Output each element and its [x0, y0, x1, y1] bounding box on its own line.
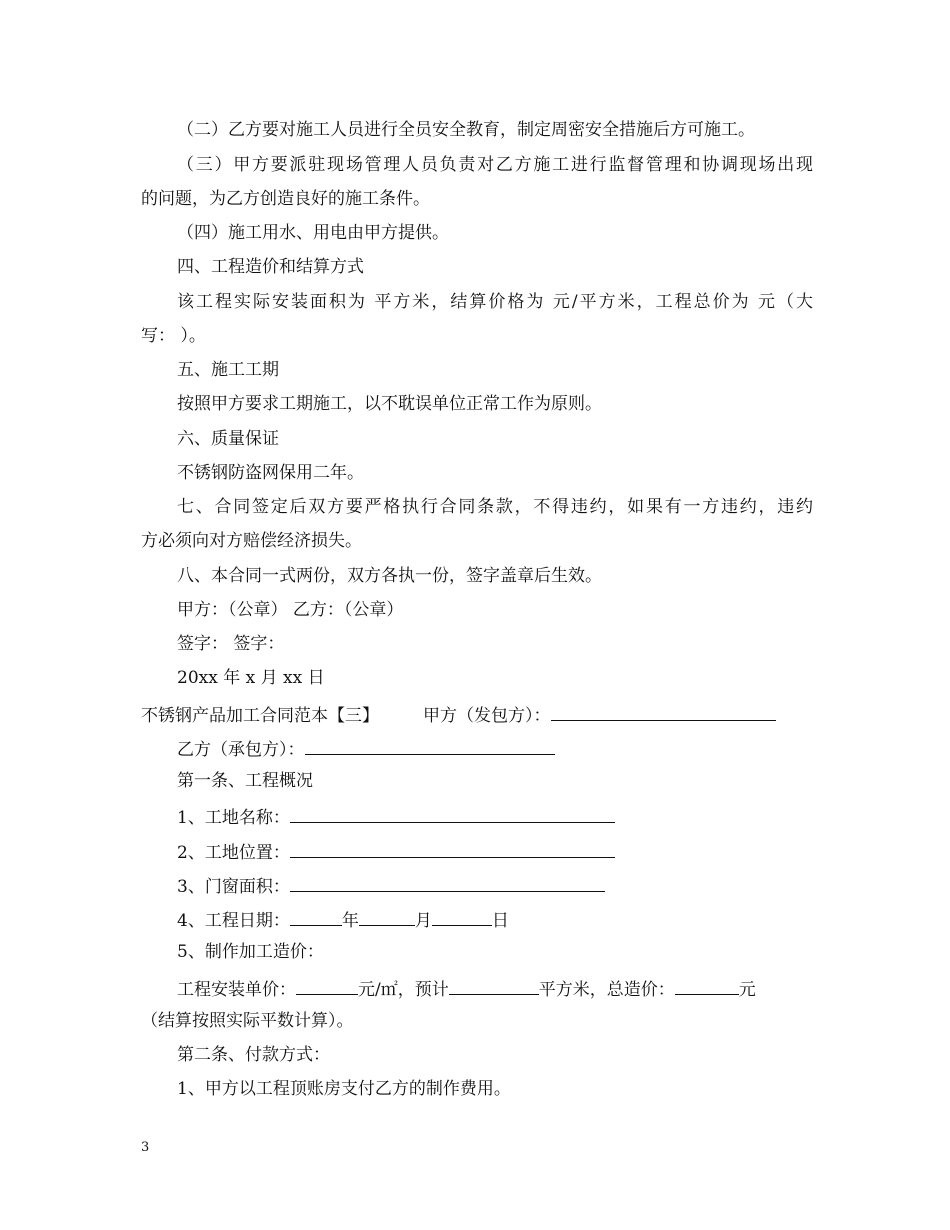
yuan-label: 元 [738, 980, 756, 1000]
day-label: 日 [491, 911, 509, 931]
month-label: 月 [414, 911, 432, 931]
area-blank[interactable] [449, 977, 539, 995]
paragraph-safety-education: （二）乙方要对施工人员进行全员安全教育，制定周密安全措施后方可施工。 [177, 120, 755, 140]
paragraph-schedule: 按照甲方要求工期施工，以不耽误单位正常工作为原则。 [177, 394, 602, 414]
site-location-label: 2、工地位置： [177, 843, 290, 863]
unit-price-line [177, 977, 813, 1000]
section3-header [141, 703, 813, 726]
party-b-line [177, 737, 813, 760]
unit-price-blank[interactable] [296, 977, 358, 995]
site-location-line [177, 840, 813, 863]
heading-schedule: 五、施工工期 [177, 360, 279, 380]
party-b-blank[interactable] [305, 737, 555, 755]
party-b-label: 乙方（承包方）： [177, 740, 305, 760]
unit-estimate-label: 元/㎡，预计 [358, 980, 449, 1000]
month-blank[interactable] [359, 908, 415, 926]
date-line: 20xx 年 x 月 xx 日 [177, 668, 325, 688]
paragraph-area-price-1: 该工程实际安装面积为 平方米，结算价格为 元/平方米，工程总价为 元（大 [177, 292, 813, 312]
year-label: 年 [341, 911, 359, 931]
site-name-line [177, 805, 813, 828]
paragraph-supervision-1: （三）甲方要派驻现场管理人员负责对乙方施工进行监督管理和协调现场出现 [177, 155, 813, 175]
site-name-label: 1、工地名称： [177, 808, 290, 828]
paragraph-warranty: 不锈钢防盗网保用二年。 [177, 463, 364, 483]
paragraph-breach-2: 方必须向对方赔偿经济损失。 [141, 531, 362, 551]
paragraph-copies: 八、本合同一式两份，双方各执一份，签字盖章后生效。 [177, 566, 602, 586]
page-number: 3 [141, 1140, 150, 1155]
year-blank[interactable] [290, 908, 342, 926]
window-area-line [177, 874, 813, 897]
total-cost-label: 平方米，总造价： [538, 980, 675, 1000]
cost-heading: 5、制作加工造价： [177, 942, 324, 962]
article-2-heading: 第二条、付款方式： [177, 1045, 330, 1065]
heading-cost-settlement: 四、工程造价和结算方式 [177, 257, 364, 277]
window-area-label: 3、门窗面积： [177, 877, 290, 897]
day-blank[interactable] [432, 908, 492, 926]
paragraph-water-power: （四）施工用水、用电由甲方提供。 [177, 223, 449, 243]
signature-line: 签字： 签字： [177, 634, 285, 654]
window-area-blank[interactable] [290, 874, 605, 892]
section3-title: 不锈钢产品加工合同范本【三】 [141, 706, 379, 726]
paragraph-breach-1: 七、合同签定后双方要严格执行合同条款，不得违约，如果有一方违约，违约 [177, 497, 813, 517]
seal-line: 甲方：（公章） 乙方：（公章） [177, 600, 404, 620]
article-1-heading: 第一条、工程概况 [177, 771, 313, 791]
settlement-note: （结算按照实际平数计算）。 [141, 1011, 354, 1031]
paragraph-area-price-2: 写： ）。 [141, 326, 206, 346]
site-location-blank[interactable] [290, 840, 615, 858]
project-date-line [177, 908, 813, 931]
paragraph-supervision-2: 的问题，为乙方创造良好的施工条件。 [141, 189, 430, 209]
unit-price-label: 工程安装单价： [177, 980, 296, 1000]
project-date-label: 4、工程日期： [177, 911, 290, 931]
total-cost-blank[interactable] [675, 977, 739, 995]
party-a-blank[interactable] [551, 703, 776, 721]
party-a-label: 甲方（发包方）： [423, 706, 551, 726]
payment-clause-1: 1、甲方以工程顶账房支付乙方的制作费用。 [177, 1079, 511, 1099]
heading-quality: 六、质量保证 [177, 429, 279, 449]
site-name-blank[interactable] [290, 805, 615, 823]
